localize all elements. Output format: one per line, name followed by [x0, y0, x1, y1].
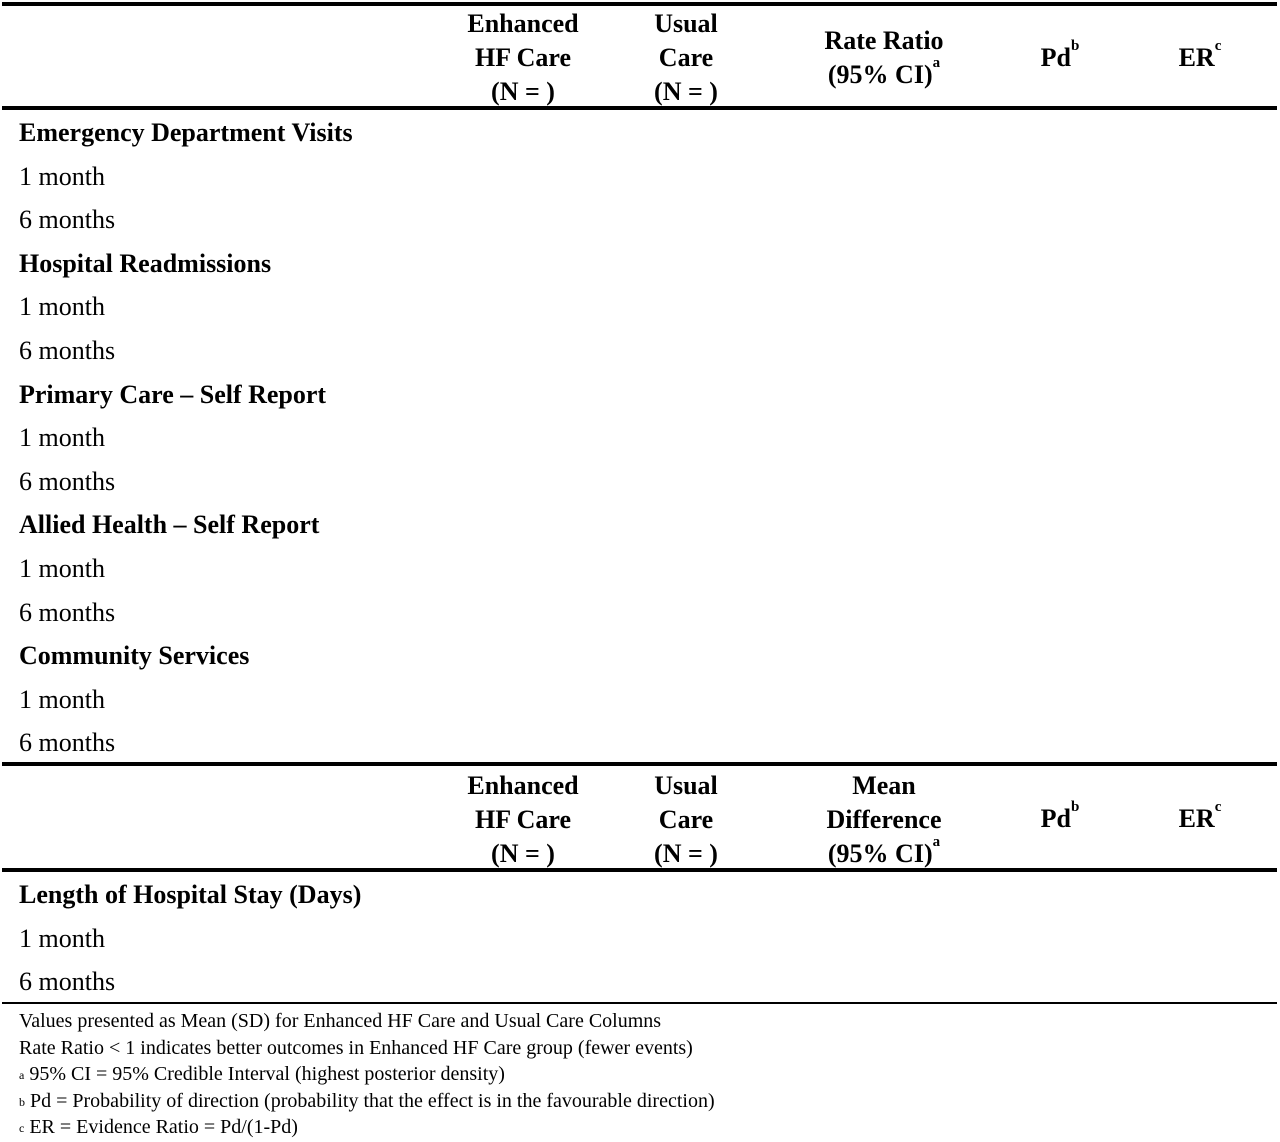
col-rate-ratio-header: Rate Ratio (95% CI)$^a$	[824, 26, 944, 89]
footnote-line	[19, 1114, 298, 1140]
row-timepoint-label: 6 months	[19, 967, 116, 997]
section-divider-rule	[2, 762, 1277, 766]
col-pd-header: Pd$^b$	[1040, 799, 1080, 833]
row-timepoint-label: 6 months	[19, 336, 116, 365]
table-bottom-rule	[2, 1002, 1277, 1004]
col-usual-header: Usual Care (N = )	[654, 771, 718, 868]
col-mean-difference-header: Mean Difference (95% CI)$^a$	[826, 771, 942, 868]
row-group-label: Hospital Readmissions	[19, 248, 272, 278]
row-timepoint-label: 6 months	[19, 205, 116, 235]
row-timepoint-label: 1 month	[19, 292, 105, 322]
footnote-line	[19, 1061, 505, 1087]
footnote-text: ER = Evidence Ratio = Pd/(1-Pd)	[24, 1116, 298, 1138]
footnote-marker: c	[19, 1121, 25, 1135]
row-timepoint-label: 1 month	[19, 684, 105, 714]
footnote-text: 95% CI = 95% Credible Interval (highest posterior density)	[24, 1063, 505, 1085]
row-group-label: Allied Health – Self Report	[19, 510, 320, 540]
col-usual-header: Usual Care (N = )	[654, 9, 718, 106]
col-enhanced-header: Enhanced HF Care (N = )	[467, 9, 579, 106]
footnote-line	[19, 1008, 661, 1034]
row-timepoint-label: 6 months	[19, 597, 116, 627]
footnote-text: Pd = Probability of direction (probability that the effect is in the favourable direction)	[25, 1089, 715, 1112]
row-timepoint-label: 6 months	[19, 466, 116, 496]
row-group-label: Length of Hospital Stay (Days)	[19, 880, 362, 909]
row-timepoint-label: 6 months	[19, 728, 116, 758]
table-top-rule	[2, 2, 1277, 6]
row-timepoint-label: 1 month	[19, 923, 105, 953]
footnote-text: Values presented as Mean (SD) for Enhanced HF Care and Usual Care Columns	[19, 1010, 662, 1032]
col-pd-header: Pd$^b$	[1040, 38, 1080, 72]
row-timepoint-label: 1 month	[19, 161, 105, 191]
footnote-text: Rate Ratio < 1 indicates better outcomes in Enhanced HF Care group (fewer events)	[19, 1036, 693, 1059]
footnote-line	[19, 1088, 715, 1114]
row-group-label: Community Services	[19, 641, 250, 671]
col-er-header: $ER^c$	[1178, 799, 1222, 833]
row-group-label: Primary Care – Self Report	[19, 379, 327, 409]
row-group-label: Emergency Department Visits	[19, 118, 353, 147]
row-timepoint-label: 1 month	[19, 554, 105, 583]
footnote-marker: b	[19, 1094, 25, 1109]
col-er-header: $ER^c$	[1178, 38, 1222, 72]
footnote-marker: a	[19, 1068, 25, 1082]
col-enhanced-header: Enhanced HF Care (N = )	[467, 771, 579, 868]
row-timepoint-label: 1 month	[19, 423, 105, 453]
footnote-line	[19, 1035, 693, 1061]
